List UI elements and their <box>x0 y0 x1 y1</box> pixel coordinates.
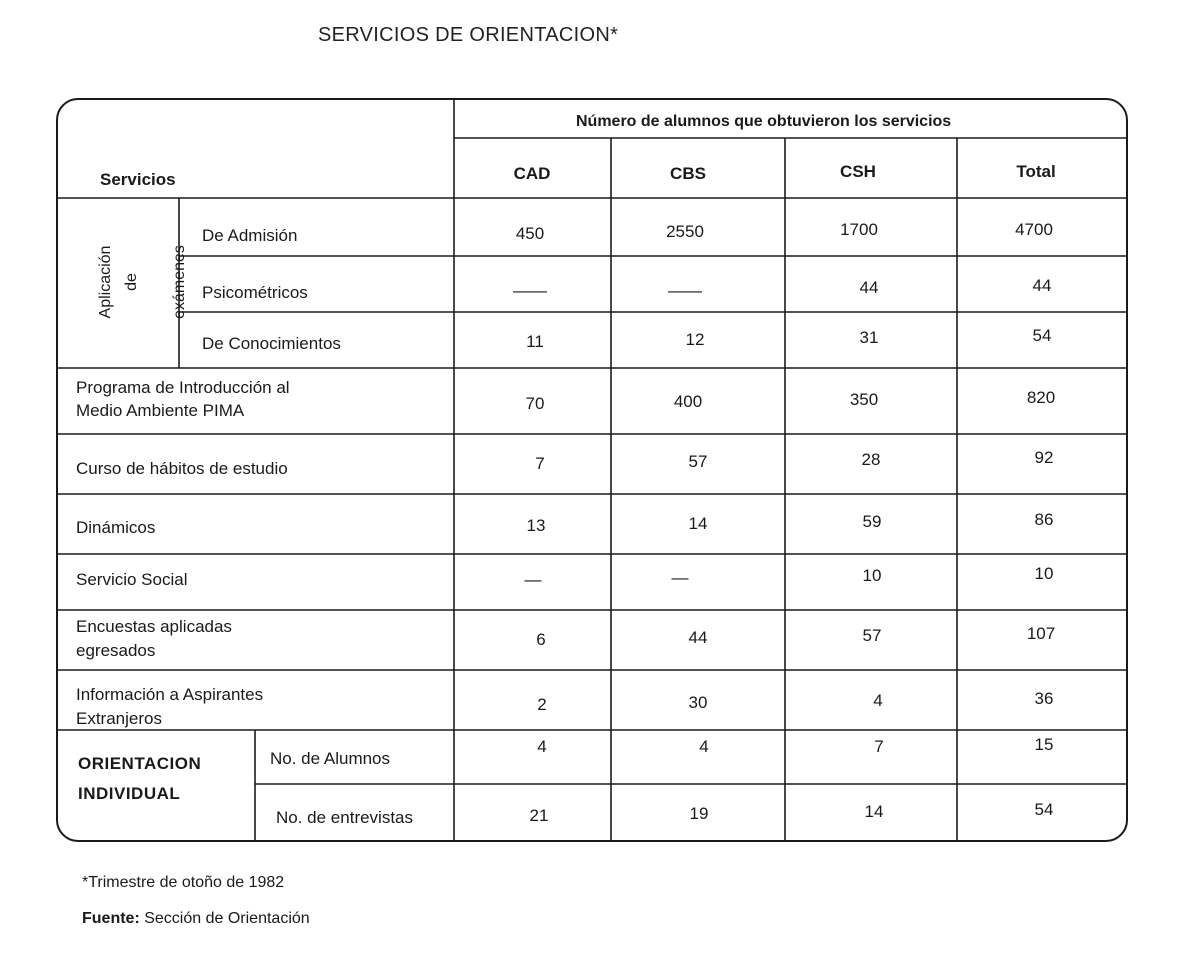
table-cell: 10 <box>862 566 882 585</box>
row-label-line-2: egresados <box>76 641 156 660</box>
table-cell: 70 <box>525 394 545 413</box>
row-label: No. de Alumnos <box>270 749 391 768</box>
page-title: SERVICIOS DE ORIENTACION* <box>318 24 619 46</box>
table-cell: 400 <box>673 392 703 411</box>
header-cad: CAD <box>513 164 551 183</box>
row-label: No. de entrevistas <box>276 808 414 827</box>
row-label: Programa de Introducción al <box>76 378 290 397</box>
row-label: Servicio Social <box>76 570 188 589</box>
header-csh: CSH <box>840 162 876 181</box>
row-label: Curso de hábitos de estudio <box>76 459 288 478</box>
table-cell: 12 <box>685 330 705 349</box>
orientacion-label-2: INDIVIDUAL <box>78 784 181 803</box>
source-value: Sección de Orientación <box>144 910 310 927</box>
table-cell: 350 <box>849 390 879 409</box>
table-cell: 21 <box>529 806 549 825</box>
table-cell: 57 <box>862 626 882 645</box>
row-label: Encuestas aplicadas <box>76 617 232 636</box>
table-cell: — <box>671 568 689 587</box>
header-servicios: Servicios <box>100 170 176 189</box>
row-label: De Admisión <box>202 226 298 245</box>
table-cell: 44 <box>688 628 708 647</box>
row-label-line-2: Medio Ambiente PIMA <box>76 401 245 420</box>
table-cell: 820 <box>1026 388 1056 407</box>
table-cell: 15 <box>1034 735 1054 754</box>
table-cell: 57 <box>688 452 708 471</box>
table-cell: 4 <box>699 737 709 756</box>
table-cell: 30 <box>688 693 708 712</box>
table-cell: 11 <box>526 332 544 351</box>
table-cell: 14 <box>688 514 708 533</box>
row-label-line-2: Extranjeros <box>76 709 162 728</box>
table-cell: 44 <box>859 278 879 297</box>
header-total: Total <box>1016 162 1056 181</box>
table-cell: 54 <box>1032 326 1052 345</box>
table-cell: 44 <box>1032 276 1052 295</box>
orientacion-label-1: ORIENTACION <box>78 754 202 773</box>
services-table <box>56 98 1128 842</box>
table-cell: 31 <box>859 328 879 347</box>
source-label: Fuente: <box>82 910 140 927</box>
table-cell: — <box>524 570 542 589</box>
row-label: De Conocimientos <box>202 334 341 353</box>
table-cell: 13 <box>526 516 546 535</box>
table-cell: 59 <box>862 512 882 531</box>
table-cell: 107 <box>1026 624 1056 643</box>
table-cell: 14 <box>864 802 884 821</box>
table-cell: —— <box>513 281 547 300</box>
row-label: Dinámicos <box>76 518 156 537</box>
table-cell: 4 <box>873 691 883 710</box>
header-cbs: CBS <box>670 164 706 183</box>
table-cell: 10 <box>1034 564 1054 583</box>
table-cell: 86 <box>1034 510 1054 529</box>
table-cell: 28 <box>861 450 881 469</box>
aplicacion-label-1: Aplicación <box>97 245 114 319</box>
header-group-label: Número de alumnos que obtuvieron los servicios <box>576 113 952 130</box>
table-cell: 2550 <box>666 222 704 241</box>
aplicacion-label-3: exámenes <box>171 245 188 319</box>
table-cell: 2 <box>537 695 547 714</box>
table-cell: 1700 <box>840 220 878 239</box>
table-cell: 450 <box>515 224 545 243</box>
table-cell: 4700 <box>1015 220 1053 239</box>
table-cell: 54 <box>1034 800 1054 819</box>
table-cell: 36 <box>1034 689 1054 708</box>
table-cell: —— <box>668 281 702 300</box>
source-line <box>82 910 310 928</box>
table-cell: 4 <box>537 737 547 756</box>
row-label: Psicométricos <box>202 283 308 302</box>
table-cell: 7 <box>535 454 545 473</box>
table-cell: 6 <box>536 630 546 649</box>
row-label: Información a Aspirantes <box>76 685 264 704</box>
table-cell: 7 <box>874 737 884 756</box>
table-cell: 92 <box>1034 448 1054 467</box>
table-cell: 19 <box>689 804 709 823</box>
aplicacion-label-2: de <box>123 273 140 291</box>
footnote: *Trimestre de otoño de 1982 <box>82 874 285 891</box>
